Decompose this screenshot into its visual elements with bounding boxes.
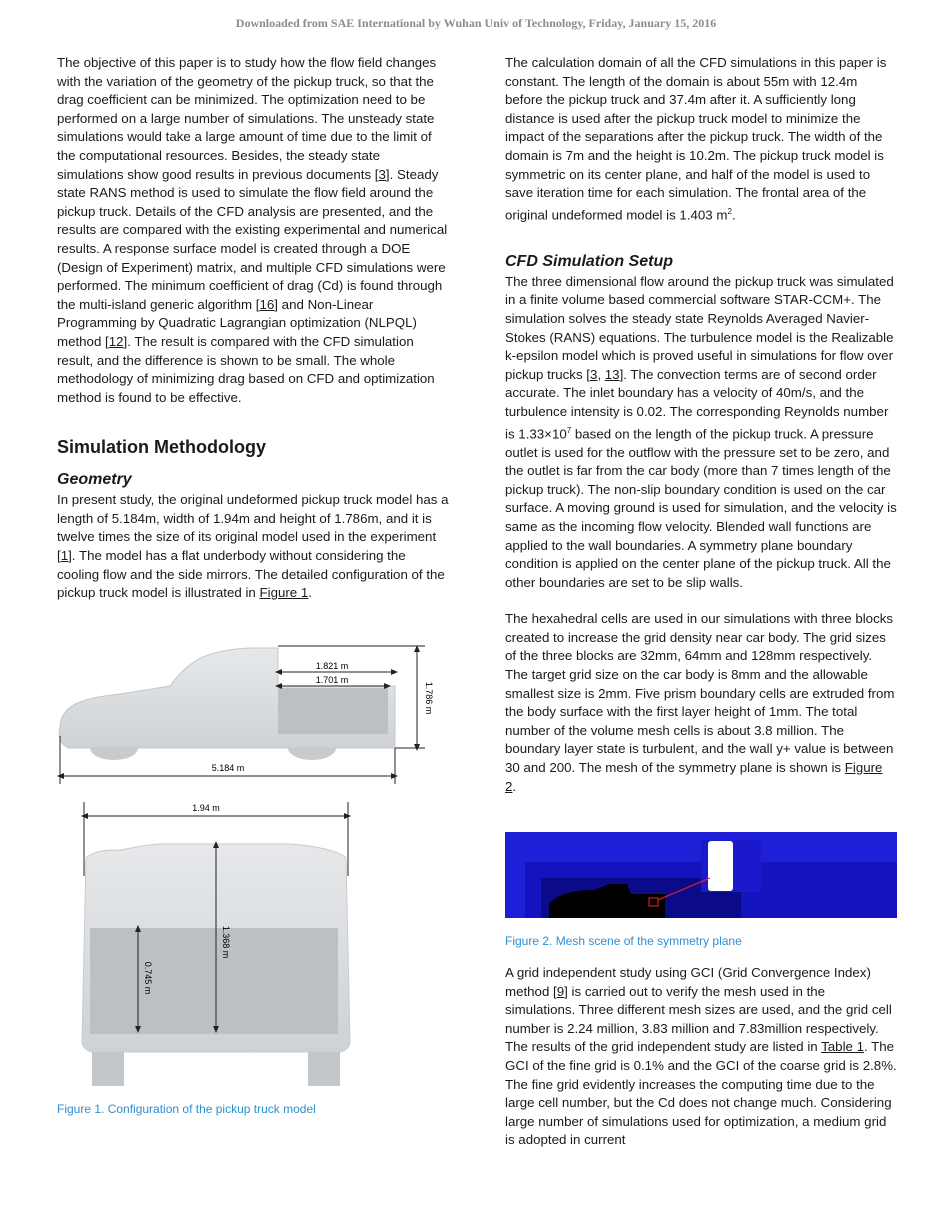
dim-rear-height: 1.368 m [221,925,231,959]
text: The three dimensional flow around the pickup truck was simulated in a finite volume based commercial software STAR-CCM+. The simulation solves the steady state Reynolds Averaged Navier-Stokes (RANS) equations. The turbulence model is the Realizable k-epsilon model which is proved useful in simulations for flow over pickup trucks [ [505,273,894,382]
geometry-paragraph [57,491,449,603]
download-watermark: Downloaded from SAE International by Wuhan Univ of Technology, Friday, January 15, 2016 [235,16,717,30]
left-column [57,54,449,603]
figure-2-caption: Figure 2. Mesh scene of the symmetry plane [505,934,742,948]
citation-link[interactable]: 3 [378,166,386,182]
subsection-heading-geometry: Geometry [57,471,132,489]
text: . [308,585,312,601]
text: , [597,366,605,382]
rear-bed-panel [90,925,338,1034]
right-wheel [308,1052,340,1086]
subsection-heading-cfd-setup: CFD Simulation Setup [505,252,673,270]
domain-paragraph [505,54,897,225]
section-heading-simulation-methodology: Simulation Methodology [57,437,266,458]
text: . The GCI of the fine grid is 0.1% and the GCI of the coarse grid is 2.8%. The fine grid evidently increases the computing time due to the large cell number, but the Cd does not change much. Considering large number of simulations used for optimization, a medium grid is adopted in current [505,1039,897,1148]
superscript: 2 [727,206,732,216]
citation-link[interactable]: 3 [589,366,598,382]
dim-rear-inner: 0.745 m [143,961,153,995]
left-wheel [92,1052,124,1086]
text: . [731,207,736,223]
citation-link[interactable]: 1 [60,548,69,564]
right-column-bottom [505,964,897,1150]
dim-width: 1.94 m [192,803,220,813]
figure-link[interactable]: Figure 1 [259,585,309,601]
text: In present study, the original undeformed pickup truck model has a length of 5.184m, width of 1.94m and height of 1.786m, and it is twelve times the size of its original model used in the experiment [ [57,492,449,564]
mesh-paragraph [505,610,897,796]
dim-bed-inner: 1.701 m [315,675,349,685]
citation-link[interactable]: 12 [108,333,124,349]
superscript: 7 [566,425,572,435]
figure-1-caption: Figure 1. Configuration of the pickup truck model [57,1102,316,1116]
text: A grid independent study using GCI (Grid Convergence Index) method [ [505,965,871,999]
citation-link[interactable]: 16 [259,296,275,312]
right-column [505,54,897,796]
dim-height: 1.786 m [424,681,434,715]
text: The calculation domain of all the CFD simulations in this paper is constant. The length of the domain is about 55m with 12.4m before the pickup truck and 37.4m after it. A sufficiently long distance is used after the pickup truck model to minimize the impact of the separations after the pickup truck. The width of the domain is 7m and the height is 10.2m. The pickup truck model is symmetric on its center plane, and half of the model is used to save iteration time for each simulation. The frontal area of the original undeformed model is 1.403 m [505,55,887,223]
text: The hexahedral cells are used in our simulations with three blocks created to increase the grid density near car body. The grid sizes of the three blocks are 32mm, 64mm and 128mm respectively. The target grid size on the car body is 8mm and the allowable smallest size is 2mm. Five prism boundary cells are extruded from the body surface with the first layer height of 1mm. The total number of the volume mesh cells is about 3.8 million. The boundary layer state is turbulent, and the wall y+ value is between 30 and 200. The mesh of the symmetry plane is shown is [505,611,895,776]
figure-1-pickup-truck-configuration [50,636,460,1096]
figure-2-mesh-scene [505,832,897,918]
intro-paragraph [57,54,449,407]
gci-paragraph [505,964,897,1150]
zoom-inset [708,841,733,891]
table-link[interactable]: Table 1 [821,1039,865,1055]
text: ]. The result is compared with the CFD simulation result, and the difference is shown to be small. The whole methodology of minimizing drag based on CFD and optimization method is found to be effective. [57,333,435,405]
citation-link[interactable]: 13 [604,366,620,382]
cfd-setup-paragraph [505,273,897,593]
text: The objective of this paper is to study how the flow field changes with the variation of the geometry of the pickup truck, so that the drag coefficient can be minimized. The optimization need to be performed on a large number of simulations. The unsteady state simulations would take a large amount of time due to the limit of the computational resources. Besides, the steady state simulations show good results in previous documents [ [57,55,437,182]
citation-link[interactable]: 9 [556,983,565,999]
text: ] is carried out to verify the mesh used in the simulations. Three different mesh sizes are used, and the grid cell number is 2.24 million, 3.83 million and 7.83million respectively. The results of the grid independent study are listed in [505,983,892,1055]
text: ]. The model has a flat underbody without considering the cooling flow and the side mirrors. The detailed configuration of the pickup truck model is illustrated in [57,548,445,601]
text: ]. Steady state RANS method is used to simulate the flow field around the pickup truck. Details of the CFD analysis are presented, and the results are compared with the existing experimental and numerical results. A response surface model is created through a DOE (Design of Experiment) matrix, and multiple CFD simulations were performed. The minimum coefficient of drag (Cd) is found through the multi-island generic algorithm [ [57,166,448,312]
truck-bed [278,688,388,734]
dim-bed-length: 1.821 m [315,661,349,671]
dim-length: 5.184 m [211,763,245,773]
figure-link[interactable]: Figure 2 [505,760,883,794]
text: based on the length of the pickup truck. A pressure outlet is used for the outflow with the pressure set to be zero, and the outlet is far from the car body (more than 7 times length of the pickup truck). The non-slip boundary condition is used on the car surface. A moving ground is used for simulation, and the velocity is same as the incoming flow velocity. Blended wall functions are applied to the wall boundaries. A symmetry plane boundary condition is applied on the center plane of the pickup truck. All the other boundaries are set to be slip walls. [505,425,897,590]
text: ]. The convection terms are of second order accurate. The inlet boundary has a velocity of 40m/s, and the turbulence intensity is 0.02. The corresponding Reynolds number is 1.33×10 [505,366,889,441]
text: ] and Non-Linear Programming by Quadratic Lagrangian optimization (NLPQL) method [ [57,296,417,349]
text: . [512,778,517,794]
